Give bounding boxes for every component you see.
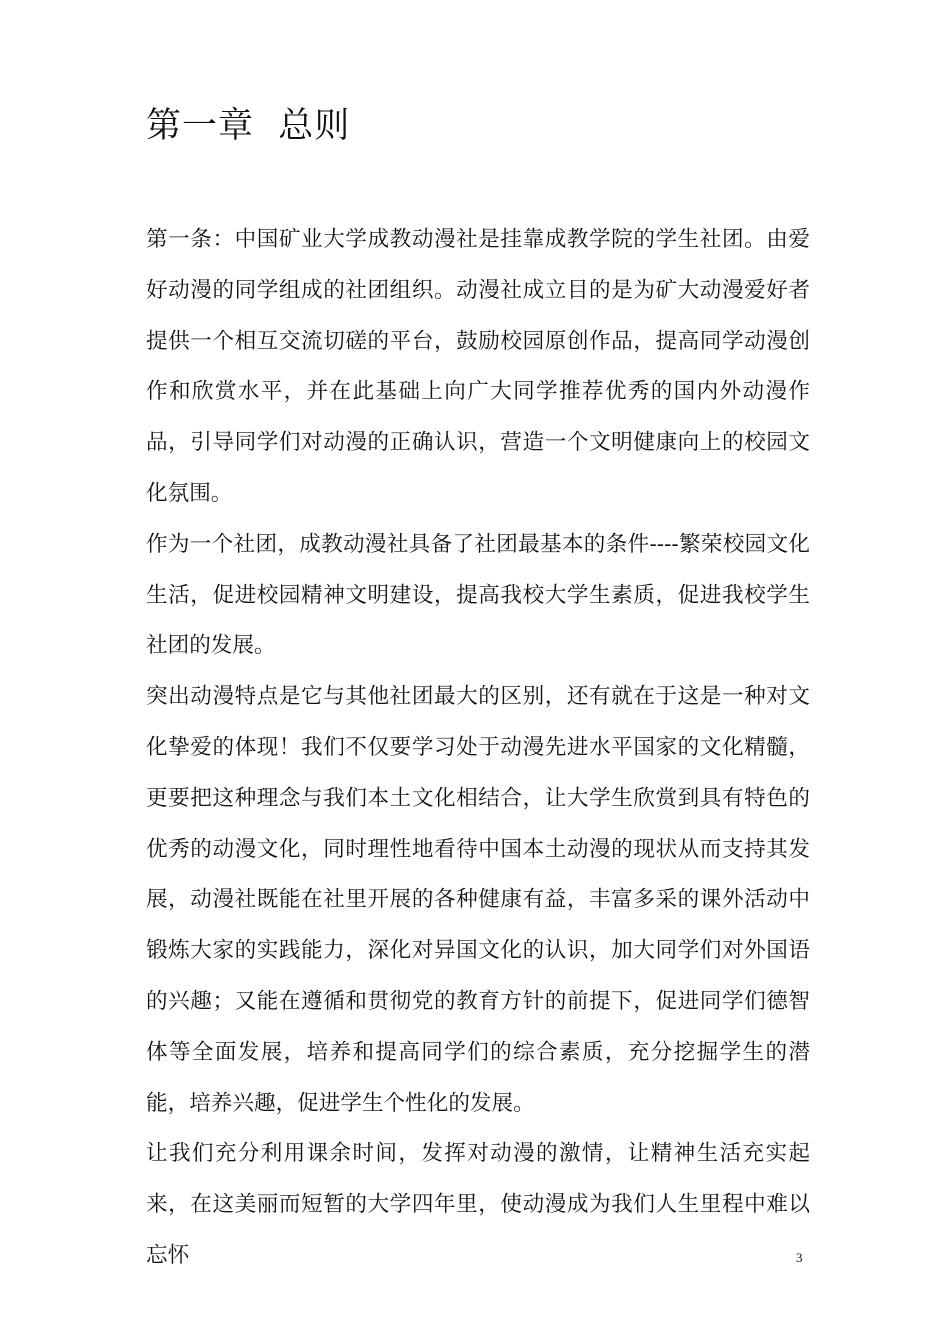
article-paragraph: 第一条：中国矿业大学成教动漫社是挂靠成教学院的学生社团。由爱好动漫的同学组成的社团组织。动漫社成立目的是为矿大动漫爱好者提供一个相互交流切磋的平台，鼓励校园原创作品，提高同学动漫创作和欣赏水平，并在此基础上向广大同学推荐优秀的国内外动漫作品，引导同学们对动漫的正确认识，营造一个文明健康向上的校园文化氛围。 bbox=[146, 227, 810, 506]
article-paragraph: 让我们充分利用课余时间，发挥对动漫的激情，让精神生活充实起来，在这美丽而短暂的大学四年里，使动漫成为我们人生里程中难以忘怀 bbox=[146, 1141, 810, 1268]
article-paragraph: 突出动漫特点是它与其他社团最大的区别，还有就在于这是一种对文化挚爱的体现！我们不仅要学习处于动漫先进水平国家的文化精髓，更要把这种理念与我们本土文化相结合，让大学生欣赏到具有特色的优秀的动漫文化，同时理性地看待中国本土动漫的现状从而支持其发展，动漫社既能在社里开展的各种健康有益，丰富多采的课外活动中锻炼大家的实践能力，深化对异国文化的认识，加大同学们对外国语的兴趣；又能在遵循和贯彻党的教育方针的前提下，促进同学们德智体等全面发展，培养和提高同学们的综合素质，充分挖掘学生的潜能，培养兴趣，促进学生个性化的发展。 bbox=[146, 684, 810, 1116]
page-number: 3 bbox=[796, 1250, 803, 1265]
chapter-title: 第一章 总则 bbox=[146, 106, 351, 146]
article-paragraph: 作为一个社团，成教动漫社具备了社团最基本的条件----繁荣校园文化生活，促进校园精神文明建设，提高我校大学生素质，促进我校学生社团的发展。 bbox=[146, 531, 810, 659]
body-text bbox=[146, 215, 810, 1282]
